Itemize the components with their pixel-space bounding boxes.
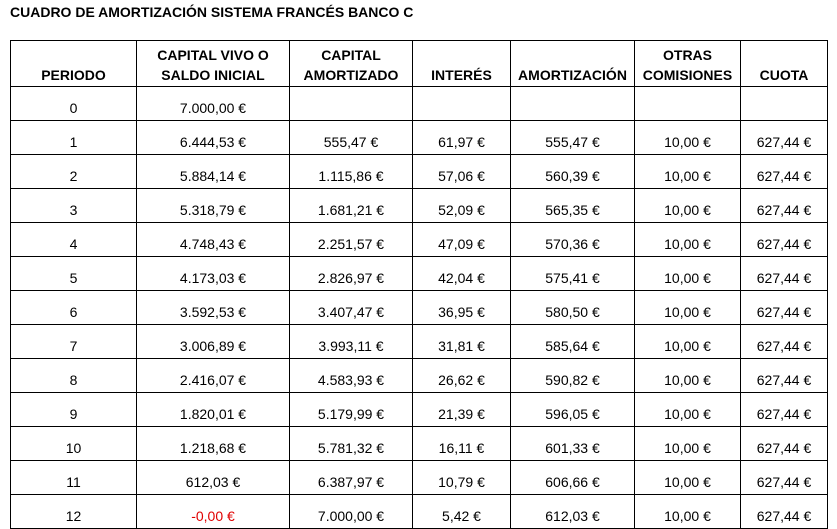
cell-amortizacion bbox=[511, 87, 635, 121]
cell-capital-vivo: 3.006,89 € bbox=[137, 325, 290, 359]
cell-capital-amortizado: 3.993,11 € bbox=[290, 325, 413, 359]
cell-amortizacion: 575,41 € bbox=[511, 257, 635, 291]
cell-capital-vivo: 6.444,53 € bbox=[137, 121, 290, 155]
cell-capital-amortizado: 2.251,57 € bbox=[290, 223, 413, 257]
cell-amortizacion: 580,50 € bbox=[511, 291, 635, 325]
cell-capital-amortizado: 7.000,00 € bbox=[290, 495, 413, 529]
cell-capital-amortizado: 6.387,97 € bbox=[290, 461, 413, 495]
header-otras-comisiones: OTRAS COMISIONES bbox=[635, 41, 741, 87]
cell-periodo: 3 bbox=[11, 189, 137, 223]
cell-otras-comisiones: 10,00 € bbox=[635, 189, 741, 223]
header-amortizacion: AMORTIZACIÓN bbox=[511, 41, 635, 87]
cell-interes: 47,09 € bbox=[413, 223, 511, 257]
cell-periodo: 9 bbox=[11, 393, 137, 427]
table-row bbox=[11, 325, 828, 359]
cell-interes: 57,06 € bbox=[413, 155, 511, 189]
cell-otras-comisiones: 10,00 € bbox=[635, 325, 741, 359]
header-capital-vivo: CAPITAL VIVO O SALDO INICIAL bbox=[137, 41, 290, 87]
cell-cuota: 627,44 € bbox=[741, 427, 828, 461]
cell-capital-vivo: 2.416,07 € bbox=[137, 359, 290, 393]
cell-interes: 31,81 € bbox=[413, 325, 511, 359]
cell-amortizacion: 601,33 € bbox=[511, 427, 635, 461]
cell-amortizacion: 565,35 € bbox=[511, 189, 635, 223]
table-row bbox=[11, 223, 828, 257]
cell-interes: 42,04 € bbox=[413, 257, 511, 291]
cell-interes: 52,09 € bbox=[413, 189, 511, 223]
cell-interes: 16,11 € bbox=[413, 427, 511, 461]
cell-capital-amortizado: 2.826,97 € bbox=[290, 257, 413, 291]
cell-periodo: 1 bbox=[11, 121, 137, 155]
cell-interes bbox=[413, 87, 511, 121]
cell-otras-comisiones bbox=[635, 87, 741, 121]
cell-capital-vivo: 5.318,79 € bbox=[137, 189, 290, 223]
cell-capital-amortizado: 4.583,93 € bbox=[290, 359, 413, 393]
cell-capital-amortizado bbox=[290, 87, 413, 121]
cell-periodo: 6 bbox=[11, 291, 137, 325]
cell-capital-vivo: 7.000,00 € bbox=[137, 87, 290, 121]
cell-amortizacion: 585,64 € bbox=[511, 325, 635, 359]
cell-capital-amortizado: 1.115,86 € bbox=[290, 155, 413, 189]
cell-cuota: 627,44 € bbox=[741, 257, 828, 291]
cell-periodo: 12 bbox=[11, 495, 137, 529]
cell-cuota: 627,44 € bbox=[741, 461, 828, 495]
cell-capital-vivo: 4.748,43 € bbox=[137, 223, 290, 257]
cell-periodo: 8 bbox=[11, 359, 137, 393]
cell-amortizacion: 612,03 € bbox=[511, 495, 635, 529]
table-body bbox=[11, 87, 828, 529]
cell-otras-comisiones: 10,00 € bbox=[635, 155, 741, 189]
cell-cuota: 627,44 € bbox=[741, 291, 828, 325]
table-row bbox=[11, 359, 828, 393]
cell-cuota: 627,44 € bbox=[741, 393, 828, 427]
cell-capital-vivo: -0,00 € bbox=[137, 495, 290, 529]
page-title: CUADRO DE AMORTIZACIÓN SISTEMA FRANCÉS BANCO C bbox=[10, 4, 414, 20]
cell-periodo: 4 bbox=[11, 223, 137, 257]
cell-otras-comisiones: 10,00 € bbox=[635, 257, 741, 291]
cell-interes: 36,95 € bbox=[413, 291, 511, 325]
table-row bbox=[11, 155, 828, 189]
cell-cuota: 627,44 € bbox=[741, 359, 828, 393]
table-row bbox=[11, 189, 828, 223]
cell-interes: 61,97 € bbox=[413, 121, 511, 155]
cell-cuota: 627,44 € bbox=[741, 189, 828, 223]
cell-cuota: 627,44 € bbox=[741, 325, 828, 359]
cell-capital-amortizado: 5.781,32 € bbox=[290, 427, 413, 461]
cell-periodo: 10 bbox=[11, 427, 137, 461]
table-row bbox=[11, 87, 828, 121]
cell-amortizacion: 606,66 € bbox=[511, 461, 635, 495]
cell-otras-comisiones: 10,00 € bbox=[635, 359, 741, 393]
cell-capital-vivo: 5.884,14 € bbox=[137, 155, 290, 189]
cell-cuota bbox=[741, 87, 828, 121]
table-row bbox=[11, 461, 828, 495]
cell-cuota: 627,44 € bbox=[741, 223, 828, 257]
table-row bbox=[11, 393, 828, 427]
table-row bbox=[11, 121, 828, 155]
cell-periodo: 5 bbox=[11, 257, 137, 291]
header-periodo: PERIODO bbox=[11, 41, 137, 87]
cell-cuota: 627,44 € bbox=[741, 495, 828, 529]
cell-periodo: 7 bbox=[11, 325, 137, 359]
cell-cuota: 627,44 € bbox=[741, 121, 828, 155]
cell-otras-comisiones: 10,00 € bbox=[635, 223, 741, 257]
table-row bbox=[11, 427, 828, 461]
cell-periodo: 11 bbox=[11, 461, 137, 495]
cell-amortizacion: 590,82 € bbox=[511, 359, 635, 393]
table-row bbox=[11, 495, 828, 529]
cell-capital-vivo: 1.218,68 € bbox=[137, 427, 290, 461]
cell-interes: 5,42 € bbox=[413, 495, 511, 529]
cell-otras-comisiones: 10,00 € bbox=[635, 427, 741, 461]
cell-capital-vivo: 4.173,03 € bbox=[137, 257, 290, 291]
cell-amortizacion: 570,36 € bbox=[511, 223, 635, 257]
cell-capital-amortizado: 1.681,21 € bbox=[290, 189, 413, 223]
cell-capital-vivo: 612,03 € bbox=[137, 461, 290, 495]
cell-otras-comisiones: 10,00 € bbox=[635, 121, 741, 155]
cell-capital-amortizado: 3.407,47 € bbox=[290, 291, 413, 325]
cell-periodo: 2 bbox=[11, 155, 137, 189]
cell-amortizacion: 596,05 € bbox=[511, 393, 635, 427]
cell-otras-comisiones: 10,00 € bbox=[635, 495, 741, 529]
header-row bbox=[11, 41, 828, 87]
cell-interes: 26,62 € bbox=[413, 359, 511, 393]
header-interes: INTERÉS bbox=[413, 41, 511, 87]
cell-interes: 10,79 € bbox=[413, 461, 511, 495]
cell-capital-vivo: 1.820,01 € bbox=[137, 393, 290, 427]
cell-otras-comisiones: 10,00 € bbox=[635, 393, 741, 427]
cell-capital-amortizado: 555,47 € bbox=[290, 121, 413, 155]
cell-cuota: 627,44 € bbox=[741, 155, 828, 189]
cell-capital-vivo: 3.592,53 € bbox=[137, 291, 290, 325]
cell-otras-comisiones: 10,00 € bbox=[635, 461, 741, 495]
table-row bbox=[11, 257, 828, 291]
cell-otras-comisiones: 10,00 € bbox=[635, 291, 741, 325]
cell-amortizacion: 555,47 € bbox=[511, 121, 635, 155]
amortization-table bbox=[10, 40, 828, 529]
table-row bbox=[11, 291, 828, 325]
cell-periodo: 0 bbox=[11, 87, 137, 121]
cell-capital-amortizado: 5.179,99 € bbox=[290, 393, 413, 427]
header-capital-amortizado: CAPITAL AMORTIZADO bbox=[290, 41, 413, 87]
cell-interes: 21,39 € bbox=[413, 393, 511, 427]
header-cuota: CUOTA bbox=[741, 41, 828, 87]
cell-amortizacion: 560,39 € bbox=[511, 155, 635, 189]
